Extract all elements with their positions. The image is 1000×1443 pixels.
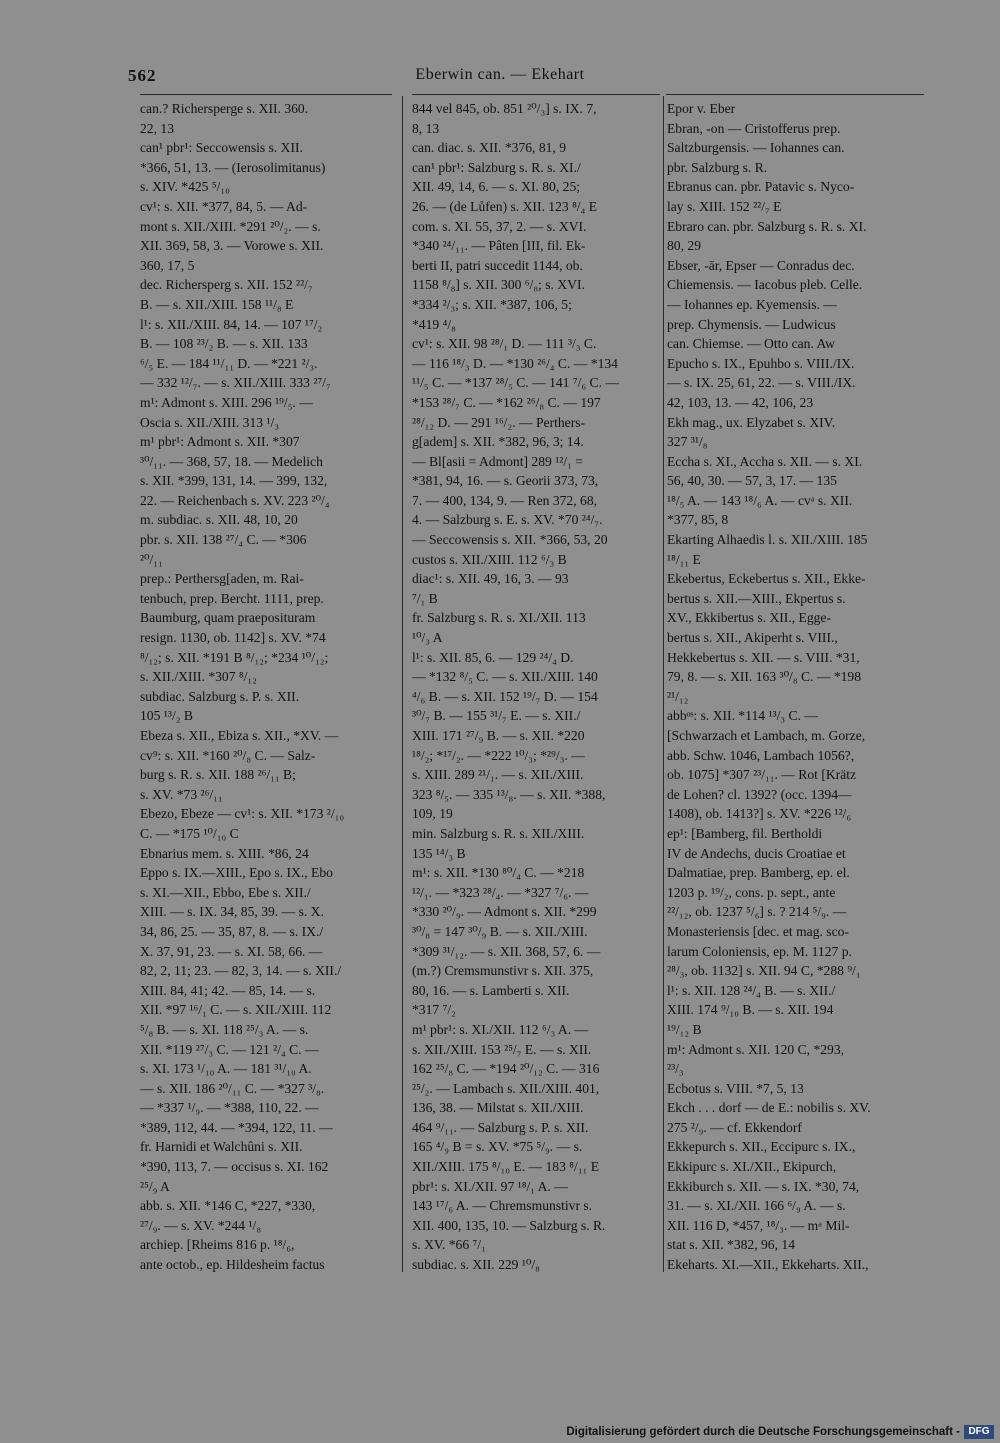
column-separator [402, 96, 403, 1272]
index-line: berti II, patri succedit 1144, ob. [412, 257, 583, 273]
index-line: *309 ³¹/₁₂. — s. XII. 368, 57, 6. — [412, 943, 601, 959]
index-line: — 116 ¹⁸/₃ D. — *130 ²⁶/₄ C. — *134 [412, 355, 618, 371]
index-line: m¹: s. XII. *130 ⁸⁰/₄ C. — *218 [412, 865, 585, 881]
index-line: custos s. XII./XIII. 112 ⁶/₃ B [412, 551, 567, 567]
index-line: ¹⁹/₁₂ B [667, 1021, 702, 1037]
index-line: ²⁰/₁₁ [140, 551, 163, 567]
index-line: ²²/₁₂, ob. 1237 ⁵/₆] s. ? 214 ⁵/₉. — [667, 904, 847, 920]
index-line: m¹ pbr¹: Admont s. XII. *307 [140, 434, 300, 450]
index-line: *419 ⁴/₈ [412, 316, 456, 332]
index-line: ³⁰/₈ = 147 ³⁰/₉ B. — s. XII./XIII. [412, 923, 588, 939]
index-line: Saltzburgensis. — Iohannes can. [667, 140, 845, 156]
index-line: *334 ²/₃; s. XII. *387, 106, 5; [412, 296, 572, 312]
index-line: X. 37, 91, 23. — s. XI. 58, 66. — [140, 943, 323, 959]
index-line: l¹: s. XII. 85, 6. — 129 ²⁴/₄ D. [412, 649, 574, 665]
header-rule [666, 94, 924, 95]
index-line: 80, 29 [667, 238, 701, 254]
index-line: 143 ¹⁷/₆ A. — Chremsmunstivr s. [412, 1198, 593, 1214]
index-line: m¹: Admont s. XIII. 296 ¹⁹/₅. — [140, 394, 313, 410]
index-line: ²⁵/₂. — Lambach s. XII./XIII. 401, [412, 1080, 600, 1096]
index-line: com. s. XI. 55, 37, 2. — s. XVI. [412, 218, 587, 234]
index-line: Ebnarius mem. s. XIII. *86, 24 [140, 845, 309, 861]
index-line: fr. Harnidi et Walchûni s. XII. [140, 1139, 303, 1155]
index-line: larum Coloniensis, ep. M. 1127 p. [667, 943, 852, 959]
index-line: ²⁷/₉. — s. XV. *244 ¹/₈ [140, 1217, 262, 1233]
index-line: — Seccowensis s. XII. *366, 53, 20 [412, 532, 608, 548]
index-line: XII. 49, 14, 6. — s. XI. 80, 25; [412, 179, 581, 195]
index-line: s. XV. *73 ²⁶/₁₁ [140, 786, 223, 802]
index-line: g[adem] s. XII. *382, 96, 3; 14. [412, 434, 584, 450]
index-line: subdiac. s. XII. 229 ¹⁰/₈ [412, 1257, 540, 1273]
index-line: 136, 38. — Milstat s. XII./XIII. [412, 1100, 584, 1116]
index-line: min. Salzburg s. R. s. XII./XIII. [412, 825, 585, 841]
index-line: ²⁸/₁₂ D. — 291 ¹⁶/₂. — Perthers- [412, 414, 586, 430]
running-head: Eberwin can. — Ekehart [415, 66, 585, 83]
index-line: — *337 ¹/₉. — *388, 110, 22. — [140, 1100, 319, 1116]
index-line: ¹⁸/₁₁ E [667, 551, 701, 567]
index-line: XII. *119 ²⁷/₃ C. — 121 ²/₄ C. — [140, 1041, 319, 1057]
index-line: Hekkebertus s. XII. — s. VIII. *31, [667, 649, 860, 665]
index-line: — s. XII. 186 ²⁰/₁₁ C. — *327 ³/₈. [140, 1080, 325, 1096]
index-line: Eppo s. IX.—XIII., Epo s. IX., Ebo [140, 865, 333, 881]
index-line: 360, 17, 5 [140, 257, 195, 273]
index-line: ²⁸/₃, ob. 1132] s. XII. 94 C, *288 ⁹/₁ [667, 963, 861, 979]
index-line: s. XIII. 289 ²¹/₁. — s. XII./XIII. [412, 767, 584, 783]
index-line: *377, 85, 8 [667, 512, 729, 528]
index-line: Ebezo, Ebeze — cv¹: s. XII. *173 ²/₁₀ [140, 806, 345, 822]
index-line: can. diac. s. XII. *376, 81, 9 [412, 140, 567, 156]
index-line: resign. 1130, ob. 1142] s. XV. *74 [140, 630, 326, 646]
index-line: *330 ²⁰/₉. — Admont s. XII. *299 [412, 904, 597, 920]
index-line: Ebraro can. pbr. Salzburg s. R. s. XI. [667, 218, 867, 234]
index-line: 26. — (de Lůfen) s. XII. 123 ⁸/₄ E [412, 198, 598, 214]
index-line: Ekch . . . dorf — de E.: nobilis s. XV. [667, 1100, 871, 1116]
index-line: m. subdiac. s. XII. 48, 10, 20 [140, 512, 298, 528]
index-column-1 [140, 99, 392, 1275]
index-line: s. XII. *399, 131, 14. — 399, 132, [140, 473, 328, 489]
index-line: diac¹: s. XII. 49, 16, 3. — 93 [412, 571, 569, 587]
index-line: bertus s. XII.—XIII., Ekpertus s. [667, 590, 846, 606]
page-number: 562 [128, 66, 157, 85]
index-line: 79, 8. — s. XII. 163 ³⁰/₈ C. — *198 [667, 669, 862, 685]
index-line: ¹⁸/₂; *¹⁷/₂. — *222 ¹⁰/₃; *²⁹/₃. — [412, 747, 585, 763]
index-line: 1158 ⁸/₈] s. XII. 300 ⁶/₈; s. XVI. [412, 277, 585, 293]
index-line: ¹⁸/₅ A. — 143 ¹⁸/₆ A. — cvᵃ s. XII. [667, 492, 853, 508]
index-line: *381, 94, 16. — s. Georii 373, 73, [412, 473, 599, 489]
index-line: 109, 19 [412, 806, 453, 822]
index-line: ante octob., ep. Hildesheim factus [140, 1257, 325, 1273]
index-line: s. XV. *66 ⁷/₁ [412, 1237, 486, 1253]
index-line: prep. Chymensis. — Ludwicus [667, 316, 836, 332]
index-line: 80, 16. — s. Lamberti s. XII. [412, 982, 570, 998]
index-line: XII. *97 ¹⁶/₁ C. — s. XII./XIII. 112 [140, 1002, 332, 1018]
index-line: 56, 40, 30. — 57, 3, 17. — 135 [667, 473, 837, 489]
index-line: 327 ³¹/₈ [667, 434, 708, 450]
index-line: *390, 113, 7. — occisus s. XI. 162 [140, 1159, 329, 1175]
index-line: cv¹: s. XII. *377, 84, 5. — Ad- [140, 198, 308, 214]
index-line: Ekkipurc s. XI./XII., Ekipurch, [667, 1159, 837, 1175]
index-line: XII./XIII. 175 ⁸/₁₀ E. — 183 ⁸/₁₁ E [412, 1159, 600, 1175]
index-line: can¹ pbr¹: Seccowensis s. XII. [140, 140, 303, 156]
index-line: Chiemensis. — Iacobus pleb. Celle. [667, 277, 863, 293]
index-line: m¹: Admont s. XII. 120 C, *293, [667, 1041, 845, 1057]
index-line: *366, 51, 13. — (Ierosolimitanus) [140, 159, 326, 175]
index-line: abbᵒˢ: s. XII. *114 ¹³/₃ C. — [667, 708, 818, 724]
index-line: ep¹: [Bamberg, fil. Bertholdi [667, 825, 823, 841]
index-line: — Bl[asii = Admont] 289 ¹²/₁ = [412, 453, 583, 469]
index-line: subdiac. Salzburg s. P. s. XII. [140, 688, 300, 704]
column-separator [663, 96, 664, 1272]
index-line: ³⁰/₁₁. — 368, 57, 18. — Medelich [140, 453, 323, 469]
index-line: m¹ pbr¹: s. XI./XII. 112 ⁶/₃ A. — [412, 1021, 589, 1037]
index-line: 135 ¹⁴/₃ B [412, 845, 466, 861]
index-line: s. XII./XIII. 153 ²⁵/₇ E. — s. XII. [412, 1041, 592, 1057]
index-line: cv¹: s. XII. 98 ²⁸/₁ D. — 111 ³/₃ C. [412, 336, 597, 352]
index-line: ¹¹/₅ C. — *137 ²⁸/₅ C. — 141 ⁷/₆ C. — [412, 375, 619, 391]
index-line: de Lohen? cl. 1392? (occ. 1394— [667, 786, 852, 802]
index-line: Ebranus can. pbr. Patavic s. Nyco- [667, 179, 855, 195]
index-line: XII. 369, 58, 3. — Vorowe s. XII. [140, 238, 324, 254]
index-line: — 332 ¹²/₇. — s. XII./XIII. 333 ²⁷/₇ [140, 375, 331, 391]
index-line: *153 ²⁸/₇ C. — *162 ²⁶/₈ C. — 197 [412, 394, 601, 410]
index-line: s. XI. 173 ¹/₁₀ A. — 181 ³¹/₁₀ A. [140, 1061, 312, 1077]
index-line: stat s. XII. *382, 96, 14 [667, 1237, 795, 1253]
index-line: B. — s. XII./XIII. 158 ¹¹/₈ E [140, 296, 294, 312]
index-line: ²¹/₁₂ [667, 688, 689, 704]
index-line: *389, 112, 44. — *394, 122, 11. — [140, 1119, 333, 1135]
index-line: Monasteriensis [dec. et mag. sco- [667, 923, 849, 939]
index-line: 464 ⁹/₁₁. — Salzburg s. P. s. XII. [412, 1119, 589, 1135]
index-line: bertus s. XII., Akiperht s. VIII., [667, 630, 838, 646]
index-line: Ekeharts. XI.—XII., Ekkeharts. XII., [667, 1257, 869, 1273]
index-line: C. — *175 ¹⁰/₁₀ C [140, 825, 239, 841]
index-line: Ekebertus, Eckebertus s. XII., Ekke- [667, 571, 866, 587]
funding-credit: Digitalisierung gefördert durch die Deutsche Forschungsgemeinschaft - [566, 1426, 960, 1438]
index-line: ²³/₃ [667, 1061, 684, 1077]
index-line: s. XIV. *425 ⁵/₁₀ [140, 179, 230, 195]
index-line: — Iohannes ep. Kyemensis. — [667, 296, 837, 312]
index-line: cv⁹: s. XII. *160 ²⁰/₈ C. — Salz- [140, 747, 316, 763]
index-line: XIII. 174 ⁹/₁₀ B. — s. XII. 194 [667, 1002, 834, 1018]
index-line: ²⁵/₉ A [140, 1178, 170, 1194]
header-rule [412, 94, 660, 95]
index-line: Ebser, -ār, Epser — Conradus dec. [667, 257, 855, 273]
index-line: 4. — Salzburg s. E. s. XV. *70 ²⁴/₇. [412, 512, 603, 528]
index-line: dec. Richersperg s. XII. 152 ²²/₇ [140, 277, 313, 293]
index-line: Epucho s. IX., Epuhbo s. VIII./IX. [667, 355, 855, 371]
index-column-3 [667, 99, 925, 1275]
index-line: tenbuch, prep. Bercht. 1111, prep. [140, 590, 324, 606]
index-line: l¹: s. XII. 128 ²⁴/₄ B. — s. XII./ [667, 982, 836, 998]
index-line: s. XII./XIII. *307 ⁸/₁₂ [140, 669, 257, 685]
index-line: burg s. R. s. XII. 188 ²⁶/₁₁ B; [140, 767, 296, 783]
index-column-2 [412, 99, 656, 1275]
index-line: Eccha s. XI., Accha s. XII. — s. XI. [667, 453, 863, 469]
index-line: prep.: Perthersg[aden, m. Rai- [140, 571, 304, 587]
index-line: XIII. 171 ²⁷/₉ B. — s. XII. *220 [412, 728, 585, 743]
index-line: Dalmatiae, prep. Bamberg, ep. el. [667, 865, 850, 881]
index-line: Ekh mag., ux. Elyzabet s. XIV. [667, 414, 836, 430]
index-line: ³⁰/₇ B. — 155 ³¹/₇ E. — s. XII./ [412, 708, 581, 724]
index-line: l¹: s. XII./XIII. 84, 14. — 107 ¹⁷/₂ [140, 316, 323, 332]
index-line: 275 ²/₉. — cf. Ekkendorf [667, 1119, 802, 1135]
index-line: XV., Ekkibertus s. XII., Egge- [667, 610, 831, 626]
index-line: ⁴/₆ B. — s. XII. 152 ¹⁹/₇ D. — 154 [412, 688, 598, 704]
index-line: 34, 86, 25. — 35, 87, 8. — s. IX./ [140, 923, 324, 939]
index-line: ob. 1075] *307 ²³/₁₁. — Rot [Krätz [667, 767, 857, 783]
index-line: Ekarting Alhaedis l. s. XII./XIII. 185 [667, 532, 868, 548]
index-line: can. Chiemse. — Otto can. Aw [667, 336, 835, 352]
index-line: 42, 103, 13. — 42, 106, 23 [667, 394, 814, 410]
index-line: — *132 ⁸/₅ C. — s. XII./XIII. 140 [412, 669, 598, 685]
index-line: Ebran, -on — Cristofferus prep. [667, 120, 841, 136]
index-line: abb. Schw. 1046, Lambach 1056?, [667, 747, 855, 763]
index-line: 162 ²⁵/₈ C. — *194 ²⁰/₁₂ C. — 316 [412, 1061, 600, 1077]
index-line: pbr. Salzburg s. R. [667, 159, 768, 175]
dfg-logo: DFG [964, 1425, 994, 1439]
index-line: (m.?) Cremsmunstivr s. XII. 375, [412, 963, 594, 979]
index-line: ¹²/₁. — *323 ²⁸/₄. — *327 ⁷/₆. — [412, 884, 589, 900]
index-line: 165 ⁴/₉ B = s. XV. *75 ⁵/₉. — s. [412, 1139, 583, 1155]
index-line: ⁵/₈ B. — s. XI. 118 ²⁵/₃ A. — s. [140, 1021, 309, 1037]
index-line: 22, 13 [140, 120, 174, 136]
index-line: archiep. [Rheims 816 p. ¹⁸/₆, [140, 1237, 295, 1253]
index-line: ¹⁰/₃ A [412, 630, 443, 646]
index-line: *340 ²⁴/₁₁. — Pâten [III, fil. Ek- [412, 238, 586, 254]
index-line: XIII. — s. IX. 34, 85, 39. — s. X. [140, 904, 324, 920]
index-line: pbr. s. XII. 138 ²⁷/₄ C. — *306 [140, 532, 307, 548]
index-line: ⁷/₁ B [412, 590, 438, 606]
index-line: mont s. XII./XIII. *291 ²⁰/₂. — s. [140, 218, 321, 234]
index-line: *317 ⁷/₂ [412, 1002, 456, 1018]
index-line: — s. IX. 25, 61, 22. — s. VIII./IX. [667, 375, 856, 391]
index-line: XIII. 84, 41; 42. — 85, 14. — s. [140, 982, 316, 998]
index-line: 1203 p. ¹⁹/₂, cons. p. sept., ante [667, 884, 836, 900]
index-line: can.? Richersperge s. XII. 360. [140, 101, 309, 116]
index-line: 82, 2, 11; 23. — 82, 3, 14. — s. XII./ [140, 963, 342, 979]
index-line: ⁸/₁₂; s. XII. *191 B ⁸/₁₂; *234 ¹⁰/₁₂; [140, 649, 329, 665]
index-line: 8, 13 [412, 120, 440, 136]
index-line: IV de Andechs, ducis Croatiae et [667, 845, 846, 861]
index-line: ⁶/₅ E. — 184 ¹¹/₁₁ D. — *221 ²/₃. [140, 355, 318, 371]
index-line: Oscia s. XII./XIII. 313 ¹/₃ [140, 414, 280, 430]
index-line: s. XI.—XII., Ebbo, Ebe s. XII./ [140, 884, 311, 900]
index-line: Ekkepurch s. XII., Eccipurc s. IX., [667, 1139, 856, 1155]
index-line: [Schwarzach et Lambach, m. Gorze, [667, 728, 866, 743]
index-line: 105 ¹³/₂ B [140, 708, 193, 724]
index-line: pbr¹: s. XI./XII. 97 ¹⁸/₁ A. — [412, 1178, 568, 1194]
index-line: 31. — s. XI./XII. 166 ⁶/₉ A. — s. [667, 1198, 846, 1214]
header-rule [140, 94, 392, 95]
index-line: Ecbotus s. VIII. *7, 5, 13 [667, 1080, 804, 1096]
index-line: 323 ⁸/₅. — 335 ¹³/₈. — s. XII. *388, [412, 786, 606, 802]
index-line: 844 vel 845, ob. 851 ²⁰/₃] s. IX. 7, [412, 101, 597, 116]
index-line: Epor v. Eber [667, 101, 736, 116]
index-line: XII. 400, 135, 10. — Salzburg s. R. [412, 1217, 606, 1233]
index-line: 22. — Reichenbach s. XV. 223 ²⁰/₄ [140, 492, 330, 508]
index-line: 1408), ob. 1413?] s. XV. *226 ¹²/₆ [667, 806, 852, 822]
index-line: Baumburg, quam praeposituram [140, 610, 316, 626]
index-line: XII. 116 D, *457, ¹⁸/₃. — mᵃ Mil- [667, 1217, 850, 1233]
index-line: can¹ pbr¹: Salzburg s. R. s. XI./ [412, 159, 581, 175]
index-line: Ekkiburch s. XII. — s. IX. *30, 74, [667, 1178, 860, 1194]
index-line: abb. s. XII. *146 C, *227, *330, [140, 1198, 316, 1214]
index-line: 7. — 400, 134, 9. — Ren 372, 68, [412, 492, 598, 508]
index-line: lay s. XIII. 152 ²²/₇ E [667, 198, 782, 214]
index-line: Ebeza s. XII., Ebiza s. XII., *XV. — [140, 728, 339, 743]
index-line: B. — 108 ²³/₂ B. — s. XII. 133 [140, 336, 308, 352]
index-line: fr. Salzburg s. R. s. XI./XII. 113 [412, 610, 586, 626]
